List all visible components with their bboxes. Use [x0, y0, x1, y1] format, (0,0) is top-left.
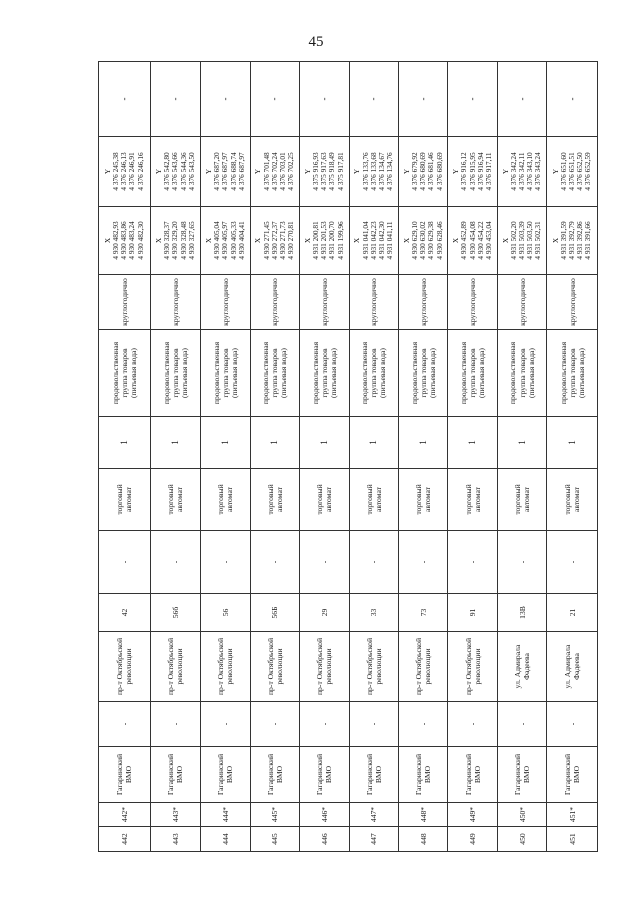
cell-quantity: 1	[399, 417, 448, 469]
cell-house: 42	[99, 594, 151, 632]
coordinate-line: 4 931 200,70	[327, 221, 337, 260]
cell-quantity: 1	[150, 417, 201, 469]
cell-goods: продовольственная группа товаров (питьевая вода)	[300, 330, 349, 417]
cell-blank: -	[201, 531, 250, 594]
coordinate-line: X	[102, 237, 112, 244]
coordinate-line: 4 930 483,24	[127, 221, 137, 260]
coordinate-line: 4 376 915,95	[467, 152, 477, 191]
coordinate-line: Y	[401, 168, 411, 175]
cell-note: -	[497, 62, 546, 137]
coordinate-line: X	[302, 237, 312, 244]
table-row	[99, 62, 151, 852]
cell-blank: -	[150, 531, 201, 594]
coordinate-line: 4 930 630,02	[418, 221, 428, 260]
cell-house: 73	[399, 594, 448, 632]
table-body	[99, 62, 598, 852]
cell-house: 56б	[150, 594, 201, 632]
cell-object-type: торговый автомат	[399, 469, 448, 531]
cell-house: 91	[448, 594, 497, 632]
coordinate-line: 4 930 405,33	[228, 221, 238, 260]
cell-district: Гагаринский ВМО	[99, 747, 151, 803]
registry-table	[98, 61, 598, 852]
cell-house: 13В	[497, 594, 546, 632]
coordinate-line: 4 930 271,73	[277, 221, 287, 260]
cell-period: круглогодично	[201, 275, 250, 330]
coordinate-line: 4 930 453,04	[483, 221, 493, 260]
coordinate-line: 4 376 246,91	[127, 152, 137, 191]
coordinate-line: 4 376 701,48	[261, 152, 271, 191]
cell-object-id: 446*	[300, 803, 349, 827]
cell-dash: -	[547, 702, 598, 747]
cell-object-type: торговый автомат	[349, 469, 398, 531]
cell-object-id: 444*	[201, 803, 250, 827]
cell-object-id: 447*	[349, 803, 398, 827]
cell-row-number: 446	[300, 827, 349, 852]
coordinate-line: Y	[154, 168, 163, 175]
cell-period: круглогодично	[399, 275, 448, 330]
cell-goods: продовольственная группа товаров (питьевая вода)	[150, 330, 201, 417]
cell-house: 56	[201, 594, 250, 632]
cell-object-type: торговый автомат	[250, 469, 299, 531]
coordinate-line: 4 930 404,41	[236, 221, 246, 260]
coordinate-line: Y	[204, 168, 213, 175]
cell-row-number: 451	[547, 827, 598, 852]
table-row	[448, 62, 497, 852]
coordinate-line: 4 930 454,08	[467, 221, 477, 260]
cell-coordinates-y	[99, 137, 151, 207]
cell-street: пр-т Октябрьской революции	[300, 632, 349, 702]
coordinate-line: 4 930 405,97	[220, 221, 230, 260]
cell-blank: -	[300, 531, 349, 594]
cell-district: Гагаринский ВМО	[547, 747, 598, 803]
coordinate-line: 4 931 041,11	[385, 221, 395, 260]
cell-quantity: 1	[547, 417, 598, 469]
cell-row-number: 444	[201, 827, 250, 852]
cell-dash: -	[399, 702, 448, 747]
coordinate-line: 4 376 680,69	[434, 152, 444, 191]
coordinate-line: 4 376 688,74	[228, 152, 238, 191]
coordinate-line: 4 376 702,25	[286, 152, 296, 191]
coordinate-line: Y	[302, 168, 312, 175]
cell-street: пр-т Октябрьской революции	[349, 632, 398, 702]
cell-row-number: 442	[99, 827, 151, 852]
cell-note: -	[99, 62, 151, 137]
coordinate-line: 4 376 687,97	[236, 152, 246, 191]
coordinate-line: 4 375 918,49	[327, 152, 337, 191]
cell-blank: -	[497, 531, 546, 594]
coordinate-line: 4 376 687,20	[212, 152, 222, 191]
table-row	[201, 62, 250, 852]
coordinate-line: 4 376 651,51	[567, 152, 577, 191]
cell-quantity: 1	[300, 417, 349, 469]
cell-row-number: 448	[399, 827, 448, 852]
coordinate-line: 4 930 482,30	[135, 221, 145, 260]
cell-goods: продовольственная группа товаров (питьевая вода)	[250, 330, 299, 417]
coordinate-line: 4 375 917,63	[319, 152, 329, 191]
coordinate-line: 4 930 629,38	[426, 221, 436, 260]
coordinate-line: 4 930 272,37	[269, 221, 279, 260]
cell-note: -	[547, 62, 598, 137]
cell-coordinates-x	[497, 207, 546, 275]
cell-note: -	[250, 62, 299, 137]
cell-period: круглогодично	[300, 275, 349, 330]
cell-house: 56Б	[250, 594, 299, 632]
coordinate-line: 4 375 916,93	[311, 152, 321, 191]
cell-blank: -	[547, 531, 598, 594]
cell-object-type: торговый автомат	[448, 469, 497, 531]
table-row	[349, 62, 398, 852]
cell-quantity: 1	[448, 417, 497, 469]
coordinate-line: 4 375 917,81	[335, 152, 345, 191]
coordinate-line: X	[401, 237, 411, 244]
coordinate-line: 4 376 343,24	[533, 152, 543, 191]
cell-row-number: 447	[349, 827, 398, 852]
cell-note: -	[349, 62, 398, 137]
cell-dash: -	[201, 702, 250, 747]
coordinate-line: 4 931 199,96	[335, 221, 345, 260]
cell-period: круглогодично	[99, 275, 151, 330]
cell-note: -	[150, 62, 201, 137]
coordinate-line: 4 376 342,11	[517, 152, 527, 191]
cell-object-type: торговый автомат	[497, 469, 546, 531]
table-row	[300, 62, 349, 852]
cell-district: Гагаринский ВМО	[150, 747, 201, 803]
cell-dash: -	[300, 702, 349, 747]
cell-object-type: торговый автомат	[547, 469, 598, 531]
coordinate-line: 4 931 391,59	[558, 221, 568, 260]
cell-coordinates-x	[201, 207, 250, 275]
coordinate-line: 4 930 629,10	[409, 221, 419, 260]
cell-dash: -	[250, 702, 299, 747]
coordinate-line: 4 930 328,48	[178, 221, 188, 260]
cell-street: пр-т Октябрьской революции	[448, 632, 497, 702]
coordinate-line: Y	[102, 168, 112, 175]
cell-coordinates-y	[349, 137, 398, 207]
cell-note: -	[201, 62, 250, 137]
coordinate-line: 4 376 651,60	[558, 152, 568, 191]
cell-period: круглогодично	[448, 275, 497, 330]
cell-note: -	[448, 62, 497, 137]
coordinate-line: 4 376 544,36	[178, 152, 188, 191]
cell-quantity: 1	[99, 417, 151, 469]
coordinate-line: 4 931 042,23	[368, 221, 378, 260]
cell-district: Гагаринский ВМО	[448, 747, 497, 803]
coordinate-line: 4 376 681,46	[426, 152, 436, 191]
coordinate-line: X	[451, 237, 461, 244]
cell-goods: продовольственная группа товаров (питьевая вода)	[448, 330, 497, 417]
cell-district: Гагаринский ВМО	[399, 747, 448, 803]
coordinate-line: 4 931 502,31	[533, 221, 543, 260]
cell-object-id: 443*	[150, 803, 201, 827]
coordinate-line: 4 376 133,76	[360, 152, 370, 191]
coordinate-line: 4 931 200,81	[311, 221, 321, 260]
cell-blank: -	[448, 531, 497, 594]
cell-street: пр-т Октябрьской революции	[201, 632, 250, 702]
coordinate-line: 4 376 680,69	[418, 152, 428, 191]
cell-object-id: 450*	[497, 803, 546, 827]
cell-period: круглогодично	[349, 275, 398, 330]
cell-coordinates-x	[150, 207, 201, 275]
coordinate-line: 4 930 482,93	[111, 221, 121, 260]
cell-coordinates-x	[399, 207, 448, 275]
table-row	[497, 62, 546, 852]
coordinate-line: 4 376 543,50	[186, 152, 196, 191]
cell-goods: продовольственная группа товаров (питьевая вода)	[497, 330, 546, 417]
cell-row-number: 449	[448, 827, 497, 852]
cell-row-number: 443	[150, 827, 201, 852]
coordinate-line: 4 376 245,38	[111, 152, 121, 191]
coordinate-line: 4 376 342,24	[508, 152, 518, 191]
coordinate-line: 4 930 405,04	[212, 221, 222, 260]
table-row	[150, 62, 201, 852]
cell-object-type: торговый автомат	[201, 469, 250, 531]
coordinate-line: 4 930 271,45	[261, 221, 271, 260]
cell-street: пр-т Октябрьской революции	[399, 632, 448, 702]
cell-period: круглогодично	[250, 275, 299, 330]
cell-district: Гагаринский ВМО	[250, 747, 299, 803]
cell-coordinates-y	[300, 137, 349, 207]
cell-coordinates-x	[250, 207, 299, 275]
coordinate-line: 4 376 652,59	[583, 152, 593, 191]
table-row	[399, 62, 448, 852]
table-row	[547, 62, 598, 852]
cell-coordinates-y	[399, 137, 448, 207]
coordinate-line: 4 930 628,46	[434, 221, 444, 260]
coordinate-line: X	[500, 237, 510, 244]
cell-coordinates-x	[300, 207, 349, 275]
cell-coordinates-y	[547, 137, 598, 207]
coordinate-line: 4 376 703,01	[277, 152, 287, 191]
cell-street: пр-т Октябрьской революции	[150, 632, 201, 702]
rotated-table-container	[98, 62, 598, 852]
coordinate-line: 4 931 041,04	[360, 221, 370, 260]
cell-goods: продовольственная группа товаров (питьевая вода)	[547, 330, 598, 417]
cell-row-number: 445	[250, 827, 299, 852]
coordinate-line: 4 930 270,81	[286, 221, 296, 260]
cell-coordinates-y	[201, 137, 250, 207]
cell-goods: продовольственная группа товаров (питьевая вода)	[201, 330, 250, 417]
coordinate-line: 4 930 483,86	[119, 221, 129, 260]
cell-object-id: 445*	[250, 803, 299, 827]
coordinate-line: 4 376 246,16	[135, 152, 145, 191]
coordinate-line: 4 930 328,37	[162, 221, 172, 260]
coordinate-line: 4 376 134,67	[376, 152, 386, 191]
cell-object-type: торговый автомат	[150, 469, 201, 531]
cell-street: ул. Адмирала Фадеева	[497, 632, 546, 702]
cell-blank: -	[399, 531, 448, 594]
cell-district: Гагаринский ВМО	[349, 747, 398, 803]
cell-coordinates-x	[349, 207, 398, 275]
coordinate-line: 4 931 391,66	[583, 221, 593, 260]
cell-dash: -	[99, 702, 151, 747]
cell-object-id: 448*	[399, 803, 448, 827]
cell-dash: -	[150, 702, 201, 747]
cell-quantity: 1	[250, 417, 299, 469]
coordinate-line: 4 930 454,22	[475, 221, 485, 260]
cell-district: Гагаринский ВМО	[201, 747, 250, 803]
cell-object-id: 451*	[547, 803, 598, 827]
cell-blank: -	[349, 531, 398, 594]
cell-district: Гагаринский ВМО	[300, 747, 349, 803]
coordinate-line: Y	[352, 168, 362, 175]
coordinate-line: 4 376 687,97	[220, 152, 230, 191]
coordinate-line: 4 376 917,11	[483, 152, 493, 191]
coordinate-line: Y	[451, 168, 461, 175]
cell-dash: -	[497, 702, 546, 747]
coordinate-line: X	[154, 237, 163, 244]
coordinate-line: 4 376 246,13	[119, 152, 129, 191]
coordinate-line: 4 931 042,30	[376, 221, 386, 260]
cell-goods: продовольственная группа товаров (питьевая вода)	[399, 330, 448, 417]
page-number: 45	[308, 34, 324, 50]
cell-dash: -	[349, 702, 398, 747]
cell-period: круглогодично	[150, 275, 201, 330]
coordinate-line: 4 931 392,86	[575, 221, 585, 260]
coordinate-line: Y	[550, 168, 560, 175]
cell-period: круглогодично	[497, 275, 546, 330]
cell-quantity: 1	[201, 417, 250, 469]
coordinate-line: Y	[500, 168, 510, 175]
coordinate-line: 4 376 133,68	[368, 152, 378, 191]
cell-house: 33	[349, 594, 398, 632]
table-row	[250, 62, 299, 852]
cell-note: -	[399, 62, 448, 137]
coordinate-line: 4 931 503,39	[517, 221, 527, 260]
coordinate-line: X	[352, 237, 362, 244]
cell-street: пр-т Октябрьской революции	[250, 632, 299, 702]
coordinate-line: 4 376 343,10	[525, 152, 535, 191]
coordinate-line: X	[253, 237, 263, 244]
cell-quantity: 1	[349, 417, 398, 469]
cell-house: 21	[547, 594, 598, 632]
cell-object-id: 442*	[99, 803, 151, 827]
coordinate-line: 4 931 392,79	[567, 221, 577, 260]
cell-coordinates-y	[150, 137, 201, 207]
cell-object-type: торговый автомат	[300, 469, 349, 531]
coordinate-line: 4 376 652,50	[575, 152, 585, 191]
coordinate-line: 4 931 503,50	[525, 221, 535, 260]
cell-blank: -	[250, 531, 299, 594]
coordinate-line: Y	[253, 168, 263, 175]
cell-street: пр-т Октябрьской революции	[99, 632, 151, 702]
cell-goods: продовольственная группа товаров (питьевая вода)	[349, 330, 398, 417]
cell-coordinates-x	[547, 207, 598, 275]
coordinate-line: 4 931 201,53	[319, 221, 329, 260]
cell-period: круглогодично	[547, 275, 598, 330]
coordinate-line: X	[204, 237, 213, 244]
cell-coordinates-x	[448, 207, 497, 275]
cell-dash: -	[448, 702, 497, 747]
cell-note: -	[300, 62, 349, 137]
coordinate-line: 4 376 543,66	[170, 152, 180, 191]
coordinate-line: 4 376 542,80	[162, 152, 172, 191]
cell-house: 29	[300, 594, 349, 632]
cell-street: ул. Адмирала Фадеева	[547, 632, 598, 702]
coordinate-line: 4 376 134,76	[385, 152, 395, 191]
coordinate-line: 4 376 679,92	[409, 152, 419, 191]
cell-coordinates-x	[99, 207, 151, 275]
cell-object-id: 449*	[448, 803, 497, 827]
coordinate-line: X	[550, 237, 560, 244]
coordinate-line: 4 376 916,12	[459, 152, 469, 191]
cell-district: Гагаринский ВМО	[497, 747, 546, 803]
cell-coordinates-y	[497, 137, 546, 207]
cell-coordinates-y	[448, 137, 497, 207]
cell-blank: -	[99, 531, 151, 594]
coordinate-line: 4 930 452,89	[459, 221, 469, 260]
cell-goods: продовольственная группа товаров (питьевая вода)	[99, 330, 151, 417]
coordinate-line: 4 930 329,20	[170, 221, 180, 260]
cell-object-type: торговый автомат	[99, 469, 151, 531]
cell-quantity: 1	[497, 417, 546, 469]
coordinate-line: 4 376 702,24	[269, 152, 279, 191]
coordinate-line: 4 376 916,94	[475, 152, 485, 191]
cell-coordinates-y	[250, 137, 299, 207]
cell-row-number: 450	[497, 827, 546, 852]
coordinate-line: 4 931 502,20	[508, 221, 518, 260]
coordinate-line: 4 930 327,65	[186, 221, 196, 260]
